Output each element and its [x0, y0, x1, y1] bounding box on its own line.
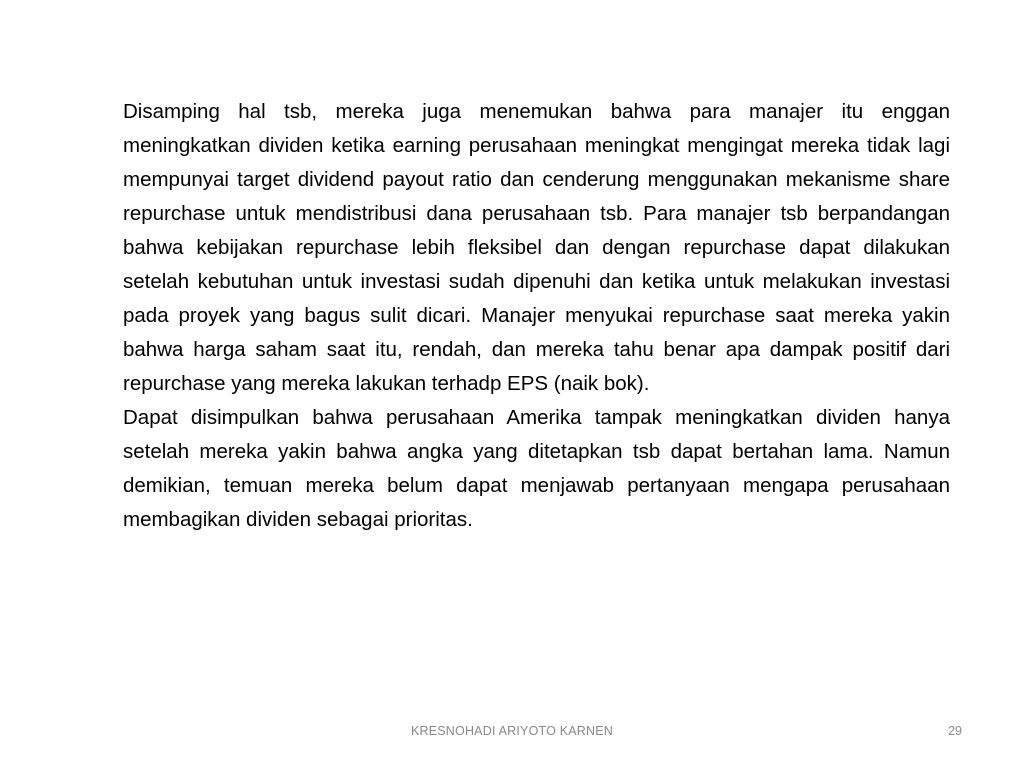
slide-body: [123, 95, 950, 537]
body-paragraph-1: Disamping hal tsb, mereka juga menemukan bahwa para manajer itu enggan meningkatkan dividen ketika earning perusahaan meningkat mengingat mereka tidak lagi mempunyai target dividend payout ratio dan cenderung menggunakan mekanisme share repurchase untuk mendistribusi dana perusahaan tsb. Para manajer tsb berpandangan bahwa kebijakan repurchase lebih fleksibel dan dengan repurchase dapat dilakukan setelah kebutuhan untuk investasi sudah dipenuhi dan ketika untuk melakukan investasi pada proyek yang bagus sulit dicari. Manajer menyukai repurchase saat mereka yakin bahwa harga saham saat itu, rendah, dan mereka tahu benar apa dampak positif dari repurchase yang mereka lakukan terhadp EPS (naik bok).: [123, 100, 950, 395]
page-number: 29: [948, 724, 962, 738]
body-paragraph-2: Dapat disimpulkan bahwa perusahaan Amerika tampak meningkatkan dividen hanya setelah mereka yakin bahwa angka yang ditetapkan tsb dapat bertahan lama. Namun demikian, temuan mereka belum dapat menjawab pertanyaan mengapa perusahaan membagikan dividen sebagai prioritas.: [123, 406, 950, 531]
footer-author: KRESNOHADI ARIYOTO KARNEN: [410, 724, 614, 738]
